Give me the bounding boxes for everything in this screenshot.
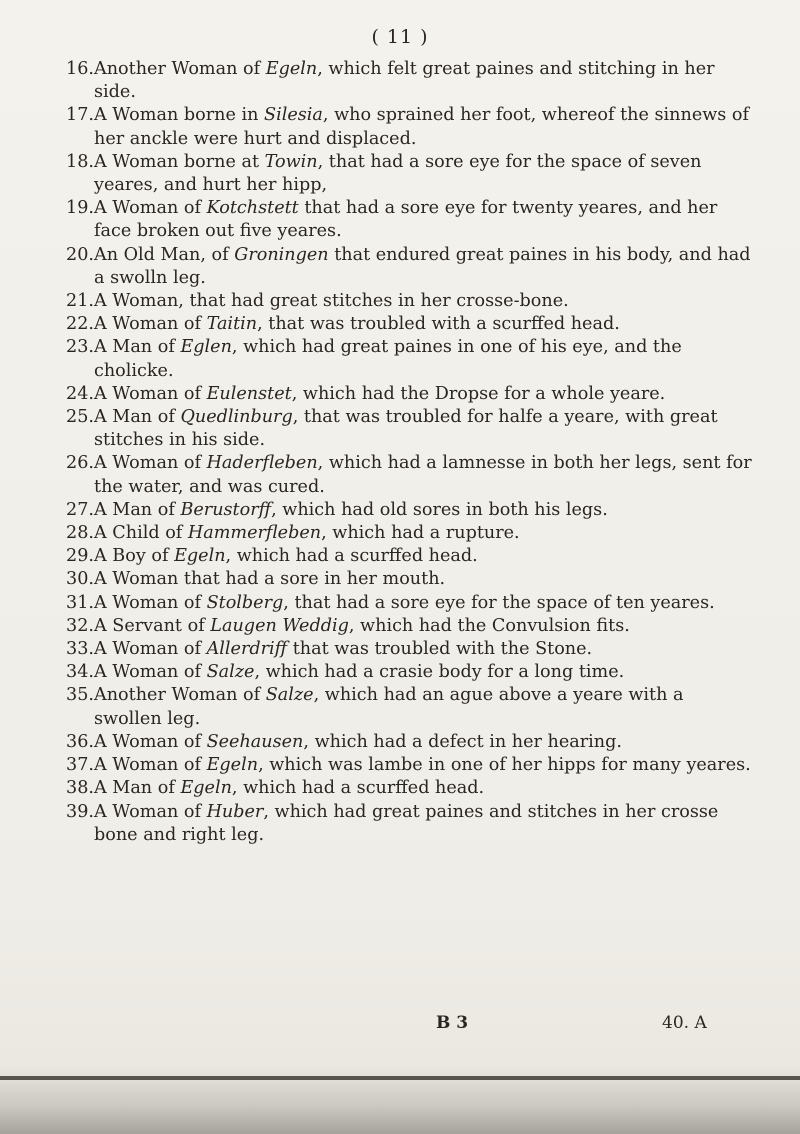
entry-number: 32. [66,615,94,636]
entry-text: , which had a scurffed head. [231,778,485,799]
list-item [66,731,756,754]
entry-text: that had a sore eye for twenty yeares, and her face broken out five yeares. [94,198,718,242]
list-item [66,545,756,568]
list-item [66,777,756,800]
entry-number: 39. [66,801,94,822]
entry-text: A Man of [94,337,181,358]
entry-number: 37. [66,755,94,776]
entry-text: , which had the Convulsion fits. [348,615,630,636]
entry-text: , which had a crasie body for a long time. [254,662,625,683]
entry-text: , that was troubled with a scurffed head. [257,314,620,335]
entry-place: Salze [206,662,255,683]
entry-text: , that had a sore eye for the space of seven yeares, and hurt her hipp, [94,151,702,196]
entry-place: Allerdriff [206,639,288,660]
list-item [66,684,756,730]
entry-text: A Woman of [94,801,207,822]
entry-place: Quedlinburg [180,407,293,428]
entry-place: Salze [265,685,314,706]
list-item [66,151,756,197]
entry-place: Egeln [265,59,318,79]
entry-number: 16. [66,59,94,79]
entry-text: A Woman of [94,314,207,335]
list-item [66,383,756,406]
entry-text: , which had an ague above a yeare with a swollen leg. [94,685,684,729]
entry-number: 21. [66,291,94,312]
list-item [66,661,756,684]
entry-number: 22. [66,314,94,335]
entry-number: 18. [66,151,94,172]
entry-text: A Servant of [94,615,211,636]
entry-number: 25. [66,407,94,428]
entry-number: 26. [66,453,94,474]
entry-text: A Boy of [94,546,175,567]
entry-text: A Woman of [94,383,207,404]
list-item [66,452,756,498]
list-item [66,336,756,382]
entry-text: , which had old sores in both his legs. [271,499,608,520]
entry-place: Towin [264,151,318,172]
catchword: 40. A [662,1013,707,1033]
entry-place: Kotchstett [206,198,299,219]
entry-place: Stolberg [206,592,284,613]
list-item [66,801,756,847]
entry-place: Egeln [180,778,232,799]
entry-number: 27. [66,499,94,520]
entry-place: Seehausen [206,731,304,752]
entry-text: that was troubled with the Stone. [287,639,593,660]
entry-list [66,58,756,847]
signature-mark: B 3 [436,1013,469,1033]
entry-text: An Old Man, of [94,244,235,265]
entry-place: Silesia [264,105,323,126]
entry-text: A Man of [94,778,181,799]
entry-number: 17. [66,105,94,126]
entry-text: A Man of [94,407,181,428]
page-shadow [0,1066,800,1134]
entry-text: , that was troubled for halfe a yeare, with great stitches in his side. [94,407,718,451]
entry-text: A Woman of [94,198,207,219]
entry-text: A Woman, that had great stitches in her crosse-bone. [94,291,569,312]
page-number: ( 11 ) [371,26,429,48]
entry-place: Eglen [180,337,232,358]
entry-text: , which had the Dropse for a whole yeare. [291,383,666,404]
entry-text: A Woman of [94,592,207,613]
entry-number: 38. [66,778,94,799]
entry-place: Taitin [206,314,258,335]
entry-number: 24. [66,383,94,404]
entry-text: , which had great paines and stitches in her crosse bone and right leg. [94,801,719,845]
entry-text: A Child of [94,523,188,544]
entry-number: 30. [66,569,94,590]
entry-text: Another Woman of [94,59,266,79]
list-item [66,290,756,313]
entry-number: 31. [66,592,94,613]
entry-place: Groningen [234,244,329,265]
entry-place: Laugen Weddig [210,615,349,636]
entry-text: A Woman of [94,755,207,776]
entry-text: Another Woman of [94,685,266,706]
entry-text: , which felt great paines and stitching in her side. [94,59,715,103]
entry-place: Egeln [174,546,226,567]
list-item [66,754,756,777]
entry-number: 23. [66,337,94,358]
entry-text: , which had a defect in her hearing. [303,731,622,752]
entry-place: Eulenstet [206,383,292,404]
entry-place: Hammerfleben [187,523,322,544]
entry-text: , who sprained her foot, whereof the sinnews of her anckle were hurt and displaced. [94,105,750,149]
entry-text: , which had a scurffed head. [225,546,478,567]
entry-number: 29. [66,546,94,567]
list-item [66,104,756,150]
entry-place: Huber [206,801,264,822]
entry-number: 34. [66,662,94,683]
list-item [66,58,756,104]
entry-text: A Woman borne in [94,105,265,126]
entry-number: 36. [66,731,94,752]
list-item [66,568,756,591]
entry-text: A Woman of [94,662,207,683]
entry-text: , that had a sore eye for the space of ten yeares. [283,592,715,613]
entry-place: Egeln [206,755,259,776]
list-item [66,615,756,638]
entry-place: Berustorff [180,499,272,520]
entry-text: , which had a lamnesse in both her legs, sent for the water, and was cured. [94,453,752,497]
list-item [66,592,756,615]
entry-text: A Woman borne at [94,151,265,172]
entry-text: A Woman of [94,639,207,660]
entry-text: A Woman of [94,453,207,474]
entry-number: 19. [66,198,94,219]
entry-place: Haderfleben [206,453,318,474]
entry-text: that endured great paines in his body, and had a swolln leg. [94,244,751,288]
entry-text: A Woman that had a sore in her mouth. [94,569,446,590]
entry-text: A Woman of [94,731,207,752]
entry-number: 28. [66,523,94,544]
list-item [66,638,756,661]
list-item [66,244,756,290]
entry-text: , which was lambe in one of her hipps for many yeares. [258,755,751,776]
list-item [66,313,756,336]
entry-text: , which had great paines in one of his eye, and the cholicke. [94,337,682,381]
entry-text: , which had a rupture. [321,523,520,544]
entry-number: 33. [66,639,94,660]
list-item [66,499,756,522]
list-item [66,406,756,452]
list-item [66,522,756,545]
entry-text: A Man of [94,499,181,520]
entry-number: 35. [66,685,94,706]
list-item [66,197,756,243]
entry-number: 20. [66,244,94,265]
